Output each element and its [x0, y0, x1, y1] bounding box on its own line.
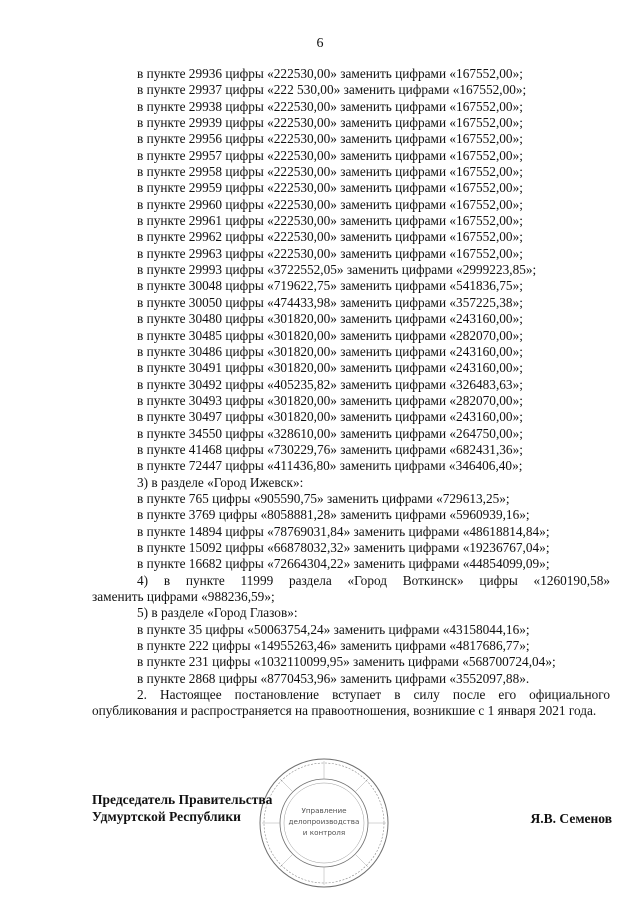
- amendment-line: в пункте 30491 цифры «301820,00» заменить цифрами «243160,00»;: [137, 360, 523, 376]
- clause-2-paragraph: 2. Настоящее постановление вступает в силу после его официального опубликования и распространяется на правоотношения, возникшие с 1 января 2021 года.: [92, 687, 610, 719]
- signatory-title: [92, 791, 272, 825]
- amendment-line: в пункте 30480 цифры «301820,00» заменить цифрами «243160,00»;: [137, 311, 523, 327]
- amendment-line: в пункте 29956 цифры «222530,00» заменить цифрами «167552,00»;: [137, 131, 523, 147]
- votkinsk-clause-line1: 4) в пункте 11999 раздела «Город Воткинск» цифры «1260190,58»: [137, 572, 610, 588]
- amendment-line: в пункте 41468 цифры «730229,76» заменить цифрами «682431,36»;: [137, 441, 523, 457]
- amendment-line: в пункте 29962 цифры «222530,00» заменить цифрами «167552,00»;: [137, 229, 523, 245]
- amendment-line: в пункте 30486 цифры «301820,00» заменить цифрами «243160,00»;: [137, 343, 523, 359]
- amendment-line: в пункте 16682 цифры «72664304,22» заменить цифрами «44854099,09»;: [137, 556, 550, 572]
- amendment-line: в пункте 29957 цифры «222530,00» заменить цифрами «167552,00»;: [137, 147, 523, 163]
- signatory-title-line1: Председатель Правительства: [92, 792, 273, 807]
- amendment-line: в пункте 30492 цифры «405235,82» заменить цифрами «326483,63»;: [137, 376, 523, 392]
- amendment-line: в пункте 29938 цифры «222530,00» заменить цифрами «167552,00»;: [137, 98, 523, 114]
- amendment-line: в пункте 30493 цифры «301820,00» заменить цифрами «282070,00»;: [137, 392, 523, 408]
- glazov-heading: 5) в разделе «Город Глазов»:: [137, 605, 298, 621]
- amendment-line: в пункте 29958 цифры «222530,00» заменить цифрами «167552,00»;: [137, 164, 523, 180]
- amendment-line: в пункте 29960 цифры «222530,00» заменить цифрами «167552,00»;: [137, 196, 523, 212]
- amendment-line: в пункте 2868 цифры «8770453,96» заменить цифрами «3552097,88».: [137, 670, 530, 686]
- votkinsk-clause-line2: заменить цифрами «988236,59»;: [92, 589, 275, 604]
- amendment-line: в пункте 3769 цифры «8058881,28» заменить цифрами «5960939,16»;: [137, 507, 530, 523]
- amendment-line: в пункте 222 цифры «14955263,46» заменить цифрами «4817686,77»;: [137, 638, 530, 654]
- signature-block: [92, 791, 612, 851]
- amendment-line: в пункте 14894 цифры «78769031,84» заменить цифрами «48618814,84»;: [137, 523, 550, 539]
- glazov-amendments: [92, 622, 610, 687]
- amendment-line: в пункте 765 цифры «905590,75» заменить цифрами «729613,25»;: [137, 490, 510, 506]
- amendment-line: в пункте 29936 цифры «222530,00» заменить цифрами «167552,00»;: [137, 66, 523, 81]
- amendment-line: в пункте 29937 цифры «222 530,00» заменить цифрами «167552,00»;: [137, 82, 527, 98]
- amendment-line: в пункте 35 цифры «50063754,24» заменить цифрами «43158044,16»;: [137, 621, 530, 637]
- amendment-line: в пункте 30485 цифры «301820,00» заменить цифрами «282070,00»;: [137, 327, 523, 343]
- amendment-line: в пункте 30048 цифры «719622,75» заменить цифрами «541836,75»;: [137, 278, 523, 294]
- seal-center-line3: и контроля: [302, 828, 346, 837]
- amendment-line: в пункте 231 цифры «1032110099,95» заменить цифрами «568700724,04»;: [137, 654, 556, 670]
- izhevsk-amendments: [92, 491, 610, 573]
- seal-center-line2: делопроизводства: [288, 817, 360, 826]
- izhevsk-heading: 3) в разделе «Город Ижевск»:: [137, 474, 304, 490]
- signatory-name: Я.В. Семенов: [530, 811, 612, 826]
- amendment-line: в пункте 29939 цифры «222530,00» заменить цифрами «167552,00»;: [137, 115, 523, 131]
- amendment-line: в пункте 29959 цифры «222530,00» заменить цифрами «167552,00»;: [137, 180, 523, 196]
- amendment-line: в пункте 72447 цифры «411436,80» заменить цифрами «346406,40»;: [137, 458, 523, 474]
- amendment-line: в пункте 34550 цифры «328610,00» заменить цифрами «264750,00»;: [137, 425, 523, 441]
- amendment-line: в пункте 29993 цифры «3722552,05» заменить цифрами «2999223,85»;: [137, 262, 537, 278]
- page-number: 6: [316, 36, 324, 51]
- seal-center-line1: Управление: [301, 806, 347, 815]
- signatory-title-line2: Удмуртской Республики: [92, 809, 241, 824]
- amendment-line: в пункте 30050 цифры «474433,98» заменить цифрами «357225,38»;: [137, 294, 523, 310]
- amendment-line: в пункте 30497 цифры «301820,00» заменить цифрами «243160,00»;: [137, 409, 523, 425]
- document-body: [92, 66, 610, 720]
- amendment-line: в пункте 29961 цифры «222530,00» заменить цифрами «167552,00»;: [137, 213, 523, 229]
- amendment-line: в пункте 29963 цифры «222530,00» заменить цифрами «167552,00»;: [137, 245, 523, 261]
- amendment-line: в пункте 15092 цифры «66878032,32» заменить цифрами «19236767,04»;: [137, 539, 550, 555]
- section-1-amendments: [92, 66, 610, 475]
